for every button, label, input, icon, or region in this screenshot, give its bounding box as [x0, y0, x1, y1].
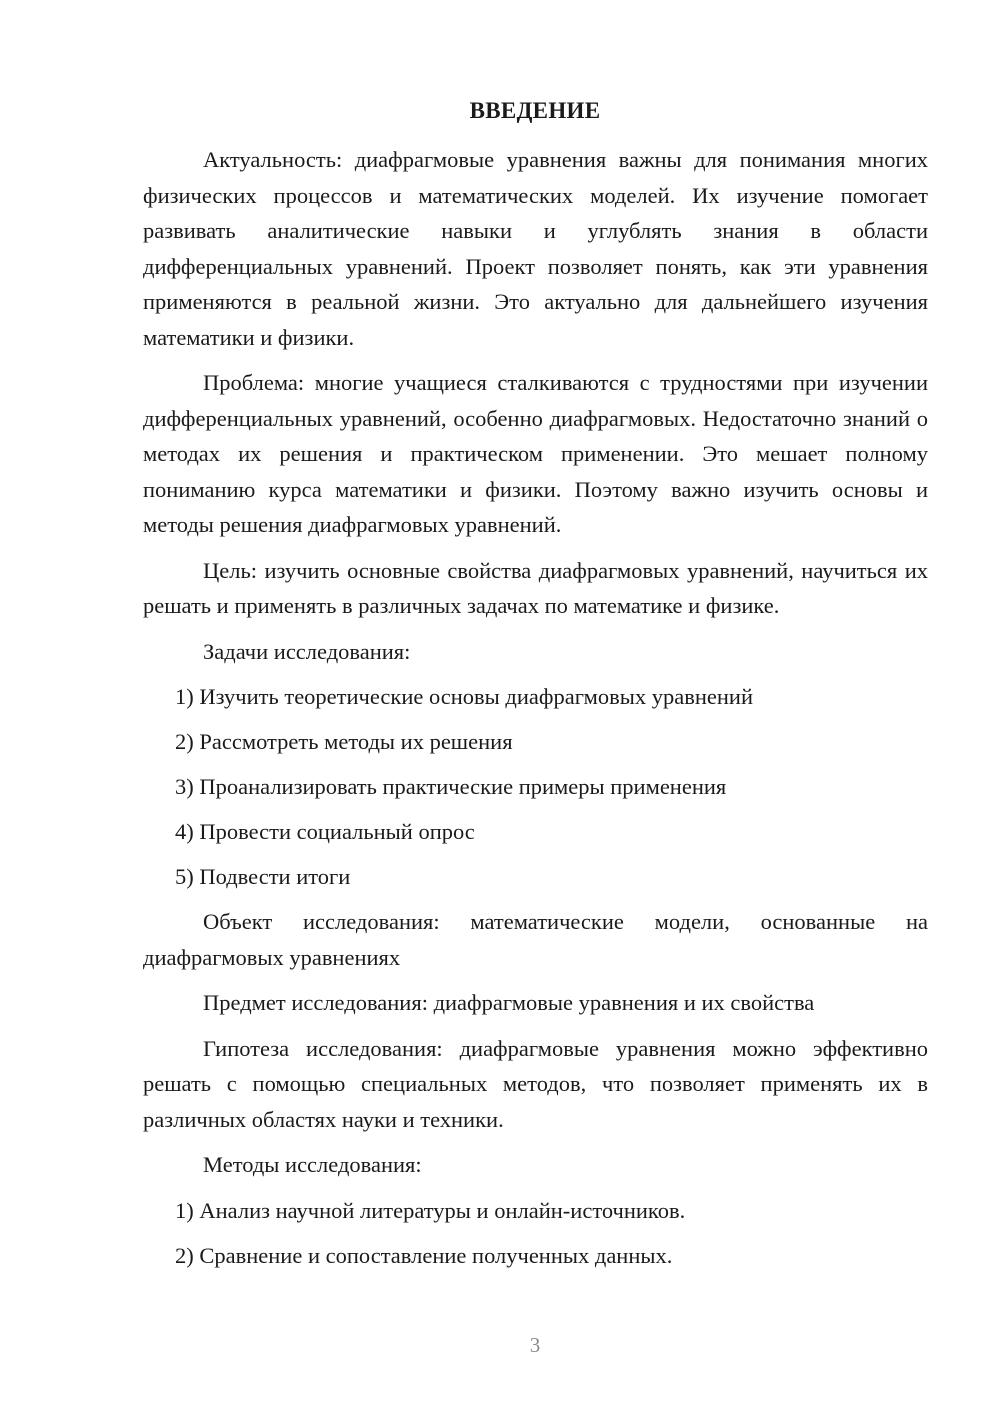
object-paragraph: Объект исследования: математические модели, основанные на диафрагмовых уравнениях	[143, 909, 928, 970]
subject-paragraph: Предмет исследования: диафрагмовые уравнения и их свойства	[203, 990, 815, 1015]
problem-paragraph: Проблема: многие учащиеся сталкиваются с трудностями при изучении дифференциальных уравнений, особенно диафрагмовых. Недостаточно знаний о методах их решения и практическом применении. Это мешает полному пониманию курса математики и физики. Поэтому важно изучить основы и методы решения диафрагмовых уравнений.	[143, 370, 928, 537]
task-item-5: 5) Подвести итоги	[175, 864, 351, 889]
page-number: 3	[529, 1333, 541, 1357]
relevance-paragraph: Актуальность: диафрагмовые уравнения важны для понимания многих физических процессов и математических моделей. Их изучение помогает развивать аналитические навыки и углублять знания в области дифференциальных уравнений. Проект позволяет понять, как эти уравнения применяются в реальной жизни. Это актуально для дальнейшего изучения математики и физики.	[143, 147, 928, 350]
task-item-2: 2) Рассмотреть методы их решения	[175, 729, 513, 754]
task-item-4: 4) Провести социальный опрос	[175, 819, 475, 844]
method-item-1: 1) Анализ научной литературы и онлайн-источников.	[175, 1197, 686, 1223]
tasks-heading: Задачи исследования:	[203, 638, 411, 664]
methods-heading: Методы исследования:	[203, 1152, 422, 1177]
hypothesis-paragraph: Гипотеза исследования: диафрагмовые уравнения можно эффективно решать с помощью специальных методов, что позволяет применять их в различных областях науки и техники.	[143, 1035, 928, 1132]
task-item-1: 1) Изучить теоретические основы диафрагмовых уравнений	[175, 684, 754, 709]
method-item-2: 2) Сравнение и сопоставление полученных данных.	[175, 1242, 673, 1268]
goal-paragraph: Цель: изучить основные свойства диафрагмовых уравнений, научиться их решать и применять в различных задачах по математике и физике.	[143, 557, 928, 618]
document-body	[143, 142, 928, 1283]
section-title: ВВЕДЕНИЕ	[469, 98, 601, 123]
task-item-3: 3) Проанализировать практические примеры применения	[175, 774, 727, 799]
